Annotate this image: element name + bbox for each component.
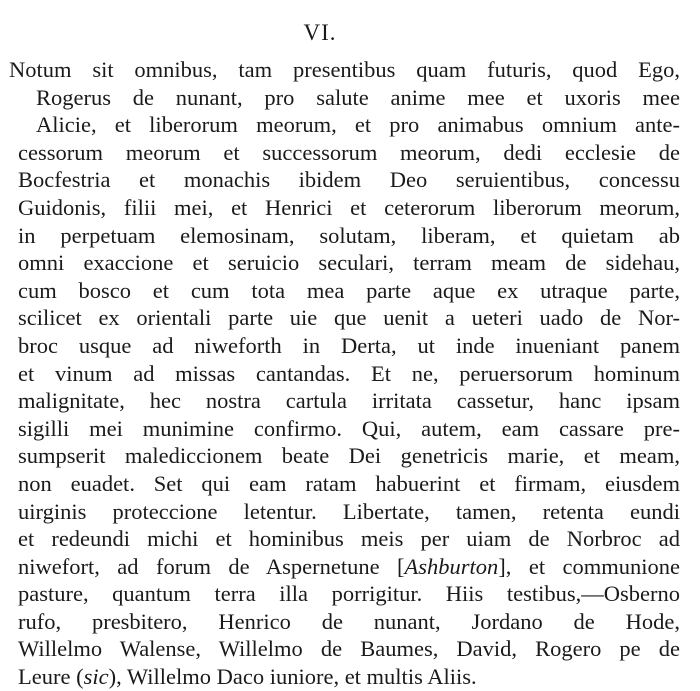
text-line-19-end: ], et communione [498,553,680,579]
sic-italic: sic [83,664,109,690]
text-line-17: uirginis proteccione letentur. Libertate, tamen, retenta eundi [18,498,680,524]
text-line-4: cessorum meorum et successorum meorum, dedi ecclesie de [18,139,680,165]
text-line-3: Alicie, et liberorum meorum, et pro animabus omnium ante- [36,112,680,138]
text-line-19 [18,553,680,581]
text-line-18: et redeundi michi et hominibus meis per uiam de Norbroc ad [18,526,680,552]
text-line-12: et vinum ad missas cantandas. Et ne, peruersorum hominum [18,360,680,386]
text-line-23 [18,663,680,691]
text-line-19-start: niwefort, ad forum de Aspernetune [ [18,553,405,579]
text-line-5: Bocfestria et monachis ibidem Deo seruientibus, concessu [18,167,680,193]
text-line-1: Notum sit omnibus, tam presentibus quam futuris, quod Ego, [9,57,680,82]
text-line-20: pasture, quantum terra illa porrigitur. Hiis testibus,—Osberno [18,581,680,607]
text-line-11: broc usque ad niweforth in Derta, ut inde inueniant panem [18,332,680,358]
section-heading: VI. [303,20,337,45]
text-line-15: sumpserit malediccionem beate Dei genetricis marie, et meam, [18,443,680,469]
text-line-8: omni exaccione et seruicio seculari, terram meam de sidehau, [18,250,680,276]
text-line-6: Guidonis, filii mei, et Henrici et ceterorum liberorum meorum, [18,194,680,220]
text-line-9: cum bosco et cum tota mea parte aque ex utraque parte, [18,277,680,303]
text-line-23-end: ), Willelmo Daco iuniore, et multis Aliis. [108,664,477,690]
text-line-21: rufo, presbitero, Henrico de nunant, Jordano de Hode, [18,608,680,634]
text-line-10: scilicet ex orientali parte uie que uenit a ueteri uado de Nor- [18,305,680,331]
charter-text [0,56,700,691]
text-line-13: malignitate, hec nostra cartula irritata cassetur, hanc ipsam [18,388,680,414]
text-line-7: in perpetuam elemosinam, solutam, liberam, et quietam ab [18,222,680,248]
place-name-italic: Ashburton [404,553,499,579]
text-line-2: Rogerus de nunant, pro salute anime mee et uxoris mee [36,84,680,110]
text-line-14: sigilli mei munimine confirmo. Qui, autem, eam cassare pre- [18,415,680,441]
text-line-23-start: Leure ( [18,664,84,690]
text-line-16: non euadet. Set qui eam ratam habuerint et firmam, eiusdem [18,470,680,496]
text-line-22: Willelmo Walense, Willelmo de Baumes, David, Rogero pe de [18,636,680,662]
